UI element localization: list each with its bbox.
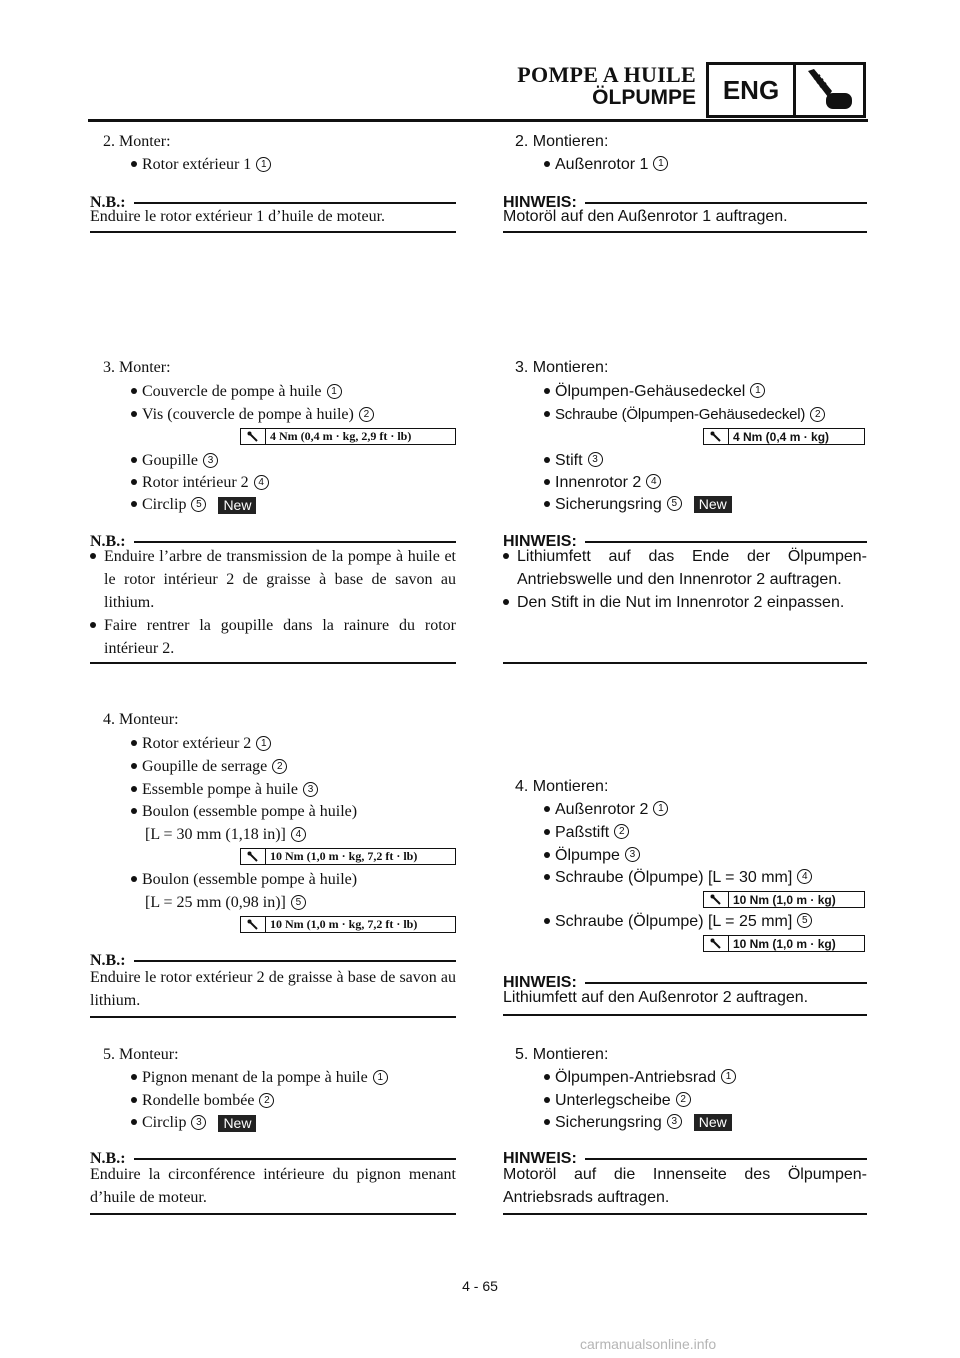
new-part-badge: New [218,1115,256,1132]
section-title-de: ÖLPUMPE [592,86,696,109]
wrench-icon [704,892,729,907]
note-text-de: Lithiumfett auf den Außenrotor 2 auftragen. [503,989,809,1006]
step-2-fr: 2. Monter: [103,133,171,150]
wrench-icon [241,849,266,864]
note-head-fr: N.B.: [90,952,456,970]
note-text-fr: Enduire le rotor extérieur 1 d’huile de moteur. [90,208,386,225]
note-text-fr: Enduire le rotor extérieur 2 de graisse à base de savon au lithium. [90,969,456,1009]
list-item: Unterlegscheibe 2 [544,1092,691,1110]
list-item: Rotor extérieur 1 1 [131,156,271,174]
step-4-de: 4. Montieren: [515,778,609,795]
list-item: Schraube (Ölpumpen-Gehäusedeckel) 2 [544,406,825,423]
list-item: Ölpumpe 3 [544,847,640,865]
note-end-rule [503,662,867,664]
list-item: Ölpumpen-Gehäusedeckel 1 [544,383,765,401]
step-3-de: 3. Montieren: [515,359,609,376]
note-head-de: HINWEIS: [503,533,867,551]
list-item: Rotor extérieur 2 1 [131,735,271,753]
note-head-de: HINWEIS: [503,974,867,992]
wrench-icon [704,936,729,951]
step-4-fr: 4. Monteur: [103,711,179,728]
note-end-rule [90,1016,456,1018]
list-item: Couvercle de pompe à huile 1 [131,383,342,401]
list-item: Sicherungsring 5 New [544,496,732,514]
header-rule [88,119,868,122]
list-item: [L = 30 mm (1,18 in)] 4 [145,826,306,844]
torque-spec: 10 Nm (1,0 m · kg, 7,2 ft · lb) [240,848,456,865]
wrench-icon [241,429,266,444]
step-2-de: 2. Montieren: [515,133,609,150]
new-part-badge: New [694,496,732,513]
new-part-badge: New [218,497,256,514]
lang-badge-box [706,62,866,118]
list-item: Außenrotor 2 1 [544,801,668,819]
wrench-icon [241,917,266,932]
list-item: Schraube (Ölpumpe) [L = 30 mm] 4 [544,869,812,887]
note-text-fr: Enduire l’arbre de transmission de la pompe à huile et le rotor intérieur 2 de graisse à base de savon au lithium. Faire rentrer la goupille dans la rainure du rotor intérieur 2. [90,545,456,660]
list-item: Ölpumpen-Antriebsrad 1 [544,1069,736,1087]
note-text-de: Motoröl auf den Außenrotor 1 auftragen. [503,208,788,225]
watermark: carmanualsonline.info [580,1336,717,1352]
step-5-fr: 5. Monteur: [103,1046,179,1063]
note-end-rule [90,662,456,664]
list-item: Goupille 3 [131,452,218,470]
torque-spec: 4 Nm (0,4 m · kg) [703,428,865,445]
note-end-rule [503,231,867,233]
new-part-badge: New [694,1114,732,1131]
list-item: Goupille de serrage 2 [131,758,287,776]
wrench-icon [704,429,729,444]
list-item: Vis (couvercle de pompe à huile) 2 [131,406,374,424]
list-item: Rotor intérieur 2 4 [131,474,269,492]
list-item: Paßstift 2 [544,824,629,842]
note-head-fr: N.B.: [90,1150,456,1168]
section-title-fr: POMPE A HUILE [517,62,696,87]
step-3-fr: 3. Monter: [103,359,171,376]
list-item: Innenrotor 2 4 [544,474,661,492]
page-number: 4 - 65 [462,1278,498,1294]
list-item: Stift 3 [544,452,603,470]
note-text-de: Lithiumfett auf das Ende der Ölpumpen-Antriebswelle und den Innenrotor 2 auftragen. Den Stift in die Nut im Innenrotor 2 einpassen. [503,545,867,614]
note-end-rule [503,1213,867,1215]
list-item: Sicherungsring 3 New [544,1114,732,1132]
list-item: Circlip 3 New [131,1114,256,1132]
note-text-de: Motoröl auf die Innenseite des Ölpumpen-Antriebsrads auftragen. [503,1166,867,1206]
list-item: Circlip 5 New [131,496,256,514]
note-head-fr: N.B.: [90,533,456,551]
list-item: Schraube (Ölpumpe) [L = 25 mm] 5 [544,913,812,931]
note-head-fr: N.B.: [90,194,456,212]
list-item: Essemble pompe à huile 3 [131,781,318,799]
note-end-rule [90,1213,456,1215]
lang-badge: ENG [709,65,796,115]
torque-spec: 4 Nm (0,4 m · kg, 2,9 ft · lb) [240,428,456,445]
list-item: Boulon (essemble pompe à huile) [131,871,357,889]
torque-spec: 10 Nm (1,0 m · kg) [703,935,865,952]
list-item: Rondelle bombée 2 [131,1092,274,1110]
list-item: Außenrotor 1 1 [544,156,668,174]
note-end-rule [503,1014,867,1016]
note-head-de: HINWEIS: [503,194,867,212]
torque-spec: 10 Nm (1,0 m · kg) [703,891,865,908]
list-item: Pignon menant de la pompe à huile 1 [131,1069,388,1087]
note-text-fr: Enduire la circonférence intérieure du pignon menant d’huile de moteur. [90,1166,456,1206]
list-item: [L = 25 mm (0,98 in)] 5 [145,894,306,912]
step-5-de: 5. Montieren: [515,1046,609,1063]
note-end-rule [90,231,456,233]
oil-pump-tool-icon [796,65,863,115]
list-item: Boulon (essemble pompe à huile) [131,803,357,821]
note-head-de: HINWEIS: [503,1150,867,1168]
torque-spec: 10 Nm (1,0 m · kg, 7,2 ft · lb) [240,916,456,933]
